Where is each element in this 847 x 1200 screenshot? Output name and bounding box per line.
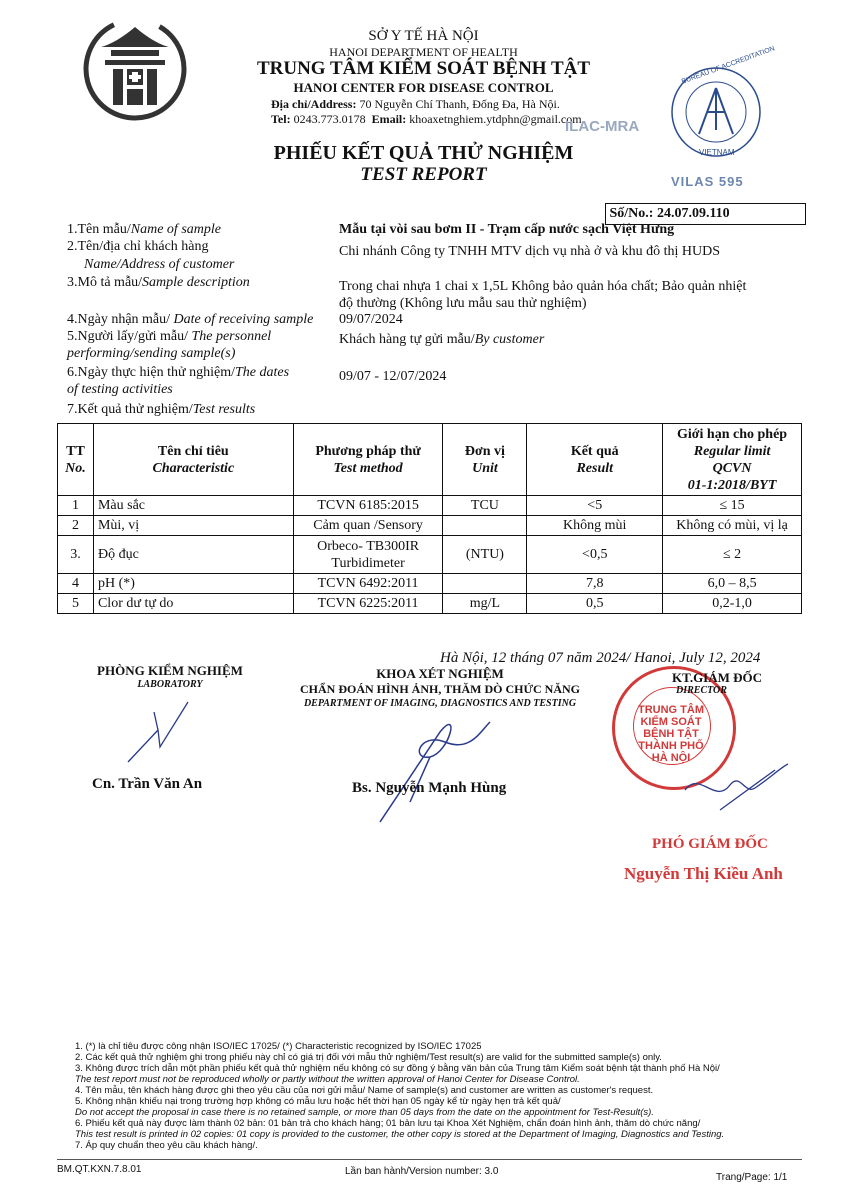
address-line: Địa chỉ/Address: 70 Nguyễn Chí Thanh, Đống Đa, Hà Nội. [271,97,560,111]
cell-name: Clor dư tự do [93,594,293,614]
lab-signature [118,692,198,777]
field-label-test-results: 7.Kết quả thử nghiệm/Test results [67,402,256,417]
center-name-en: HANOI CENTER FOR DISEASE CONTROL [293,80,554,95]
table-row [58,536,802,574]
cell-result: <0,5 [527,536,663,574]
header-limit: Giới hạn cho phép Regular limit QCVN 01-1:2018/BYT [663,424,802,496]
lab-title: PHÒNG KIỂM NGHIỆM [97,663,243,678]
center-name-vi: TRUNG TÂM KIỂM SOÁT BỆNH TẬT [256,58,591,79]
cell-unit: (NTU) [443,536,527,574]
cell-no: 1 [58,496,94,516]
lab-person-name: Cn. Trần Văn An [92,776,203,792]
footnote-5: 5. Không nhận khiếu nại trong trường hợp không có mẫu lưu hoặc hết thời hạn 05 ngày kể từ ngày hẹn trả kết quả/ [75,1096,561,1107]
cell-no: 3. [58,536,94,574]
report-title-en: TEST REPORT [360,164,487,185]
table-row [58,574,802,594]
cell-limit: ≤ 15 [663,496,802,516]
header-result: Kết quả Result [527,424,663,496]
department-signature [370,712,500,837]
field-value-customer: Chi nhánh Công ty TNHH MTV dịch vụ nhà ở và khu đô thị HUDS [339,244,720,259]
page-number: Trang/Page: 1/1 [716,1172,788,1183]
field-label-receive-date: 4.Ngày nhận mẫu/ Date of receiving sample [67,312,314,327]
field-label-sender-en: performing/sending sample(s) [67,346,236,361]
footnote-1: 1. (*) là chỉ tiêu được công nhận ISO/IEC 17025/ (*) Characteristic recognized by ISO/IEC 17025 [75,1041,482,1052]
director-title: KT.GIÁM ĐỐC [672,670,763,685]
accreditation-country: VIETNAM [699,148,735,157]
header-characteristic: Tên chỉ tiêu Characteristic [93,424,293,496]
field-value-description-line2: độ thường (Không lưu mẫu sau thử nghiệm) [339,296,587,311]
department-title-line2: CHẨN ĐOÁN HÌNH ẢNH, THĂM DÒ CHỨC NĂNG [300,682,580,696]
footnote-2: 2. Các kết quả thử nghiệm ghi trong phiếu này chỉ có giá trị đối với mẫu thử nghiệm/Test result(s) are valid for the submitted sample(s) only. [75,1052,662,1063]
cell-method: Orbeco- TB300IR Turbidimeter [293,536,443,574]
cell-limit: 0,2-1,0 [663,594,802,614]
cell-no: 4 [58,574,94,594]
table-row [58,496,802,516]
cell-name: pH (*) [93,574,293,594]
cell-name: Mùi, vị [93,516,293,536]
field-value-sample-name: Mẫu tại vòi sau bơm II - Trạm cấp nước sạch Việt Hưng [339,222,675,237]
footnote-6-en: This test result is printed in 02 copies: 01 copy is provided to the customer, the other copy is stored at the Department of Imaging, Diagnostics and Testing. [75,1129,725,1140]
table-row [58,516,802,536]
cell-unit [443,516,527,536]
cell-result: <5 [527,496,663,516]
department-name-vi: SỞ Y TẾ HÀ NỘI [368,28,479,44]
field-label-description: 3.Mô tả mẫu/Sample description [67,275,250,290]
accreditation-code: VILAS 595 [671,174,744,189]
deputy-director-name: Nguyễn Thị Kiều Anh [624,864,783,883]
field-label-sender: 5.Người lấy/gửi mẫu/ The personnel [67,329,272,344]
table-header-row [58,424,802,496]
deputy-director-title: PHÓ GIÁM ĐỐC [652,836,768,852]
footnote-3-en: The test report must not be reproduced wholly or partly without the written approval of Hanoi Center for Disease Control. [75,1074,580,1085]
cell-limit: Không có mùi, vị lạ [663,516,802,536]
field-label-customer: 2.Tên/địa chỉ khách hàng [67,239,209,254]
form-code: BM.QT.KXN.7.8.01 [57,1164,142,1175]
cell-method: TCVN 6225:2011 [293,594,443,614]
stamp-text: TRUNG TÂM KIỂM SOÁT BỆNH TẬT THÀNH PHỐ HÀ NỘI [638,704,704,764]
footer-divider [57,1159,802,1160]
field-value-sender: Khách hàng tự gửi mẫu/By customer [339,332,545,347]
department-person-name: Bs. Nguyễn Mạnh Hùng [352,780,507,796]
footnote-3: 3. Không được trích dẫn một phần phiếu kết quả thử nghiệm nếu không có sự đồng ý bằng văn bản của Trung tâm Kiểm soát bệnh tật thành phố Hà Nội/ [75,1063,720,1074]
cell-method: TCVN 6185:2015 [293,496,443,516]
footnote-5-en: Do not accept the proposal in case there is no retained sample, or more than 05 days from the date on the appointment for Test-Result(s). [75,1107,654,1118]
footnote-7: 7. Áp quy chuẩn theo yêu cầu khách hàng/. [75,1140,258,1151]
ilac-mark: ILAC-MRA [565,118,640,135]
table-row [58,594,802,614]
cell-method: Cảm quan /Sensory [293,516,443,536]
field-label-customer-en: Name/Address of customer [84,257,235,272]
department-title: KHOA XÉT NGHIỆM [376,666,504,681]
field-label-test-dates: 6.Ngày thực hiện thử nghiệm/The dates [67,365,290,380]
cell-limit: 6,0 – 8,5 [663,574,802,594]
cell-result: 0,5 [527,594,663,614]
footnote-4: 4. Tên mẫu, tên khách hàng được ghi theo yêu cầu của nơi gửi mẫu/ Name of sample(s) and customer are written as customer's request. [75,1085,654,1096]
cell-unit: TCU [443,496,527,516]
director-title-en: DIRECTOR [676,685,727,696]
header-no: TT No. [58,424,94,496]
footnote-6: 6. Phiếu kết quả này được làm thành 02 bản: 01 bản trả cho khách hàng; 01 bản lưu tại Khoa Xét Nghiệm, chẩn đoán hình ảnh, thăm dò chức năng/ [75,1118,701,1129]
cell-unit: mg/L [443,594,527,614]
header-unit: Đơn vị Unit [443,424,527,496]
cell-result: 7,8 [527,574,663,594]
issue-date-line: Hà Nội, 12 tháng 07 năm 2024/ Hanoi, July 12, 2024 [440,650,761,666]
department-title-en: DEPARTMENT OF IMAGING, DIAGNOSTICS AND TESTING [303,698,577,709]
contact-line: Tel: 0243.773.0178 Email: khoaxetnghiem.ytdphn@gmail.com [271,112,582,126]
director-signature [680,760,790,825]
version-number: Lần ban hành/Version number: 3.0 [345,1166,499,1177]
field-label-test-dates-en: of testing activities [67,382,173,397]
cell-limit: ≤ 2 [663,536,802,574]
results-table [57,423,802,614]
cell-no: 5 [58,594,94,614]
department-name-en: HANOI DEPARTMENT OF HEALTH [329,45,518,59]
field-value-receive-date: 09/07/2024 [339,312,403,327]
report-title-vi: PHIẾU KẾT QUẢ THỬ NGHIỆM [273,142,574,164]
field-label-sample-name: 1.Tên mẫu/Name of sample [67,222,221,237]
accreditation-ring-text: BUREAU OF ACCREDITATION [680,45,776,86]
lab-title-en: LABORATORY [137,679,203,690]
report-number-box: Số/No.: 24.07.09.110 [605,203,806,225]
cell-unit [443,574,527,594]
cell-name: Màu sắc [93,496,293,516]
field-value-description: Trong chai nhựa 1 chai x 1,5L Không bảo quản hóa chất; Bảo quản nhiệt [339,279,747,294]
header-method: Phương pháp thử Test method [293,424,443,496]
cell-method: TCVN 6492:2011 [293,574,443,594]
cell-name: Độ đục [93,536,293,574]
field-value-test-dates: 09/07 - 12/07/2024 [339,369,447,384]
cell-result: Không mùi [527,516,663,536]
cell-no: 2 [58,516,94,536]
